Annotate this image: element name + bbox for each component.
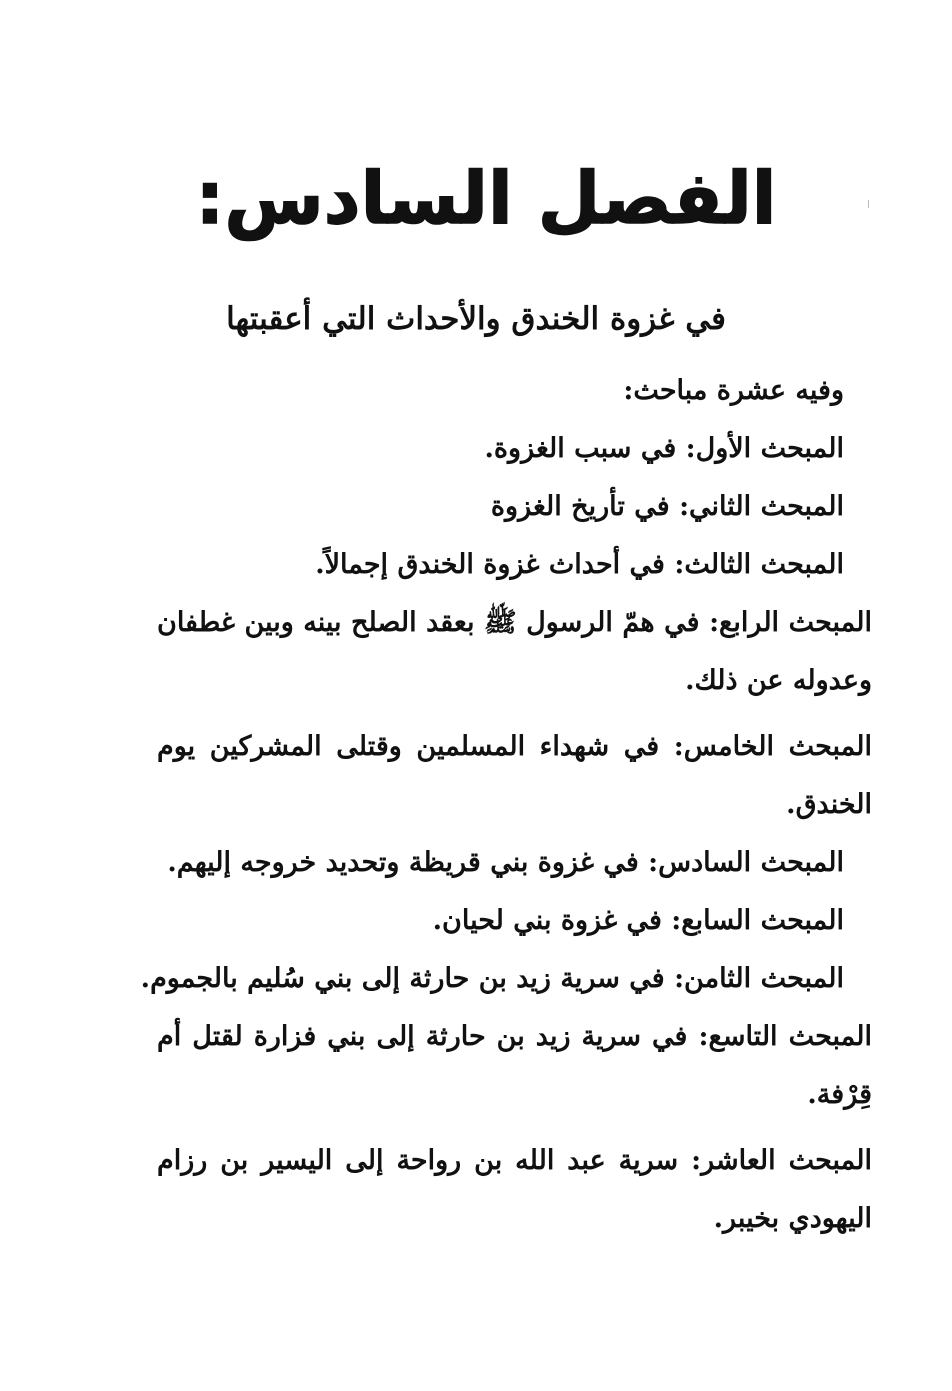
section-item-6: المبحث السادس: في غزوة بني قريظة وتحديد خروجه إليهم. xyxy=(167,847,844,878)
chapter-title: الفصل السادس: xyxy=(195,156,777,240)
section-list xyxy=(124,362,872,1248)
section-item-4: المبحث الرابع: في همّ الرسول ﷺ بعقد الصلح بينه وبين غطفان وعدوله عن ذلك. xyxy=(157,607,872,696)
section-item-10: المبحث العاشر: سرية عبد الله بن رواحة إلى اليسير بن رزام اليهودي بخيبر. xyxy=(157,1145,872,1234)
chapter-subtitle: في غزوة الخندق والأحداث التي أعقبتها xyxy=(226,301,726,337)
section-item-2: المبحث الثاني: في تأريخ الغزوة xyxy=(490,491,844,522)
section-item-5: المبحث الخامس: في شهداء المسلمين وقتلى المشركين يوم الخندق. xyxy=(157,731,872,820)
section-item-3: المبحث الثالث: في أحداث غزوة الخندق إجمالاً. xyxy=(315,549,844,580)
section-item-8: المبحث الثامن: في سرية زيد بن حارثة إلى بني سُليم بالجموم. xyxy=(140,963,844,994)
section-item-1: المبحث الأول: في سبب الغزوة. xyxy=(484,433,844,464)
section-item-7: المبحث السابع: في غزوة بني لحيان. xyxy=(432,905,844,936)
page-speck xyxy=(868,200,873,208)
section-item-9: المبحث التاسع: في سرية زيد بن حارثة إلى بني فزارة لقتل أم قِرْفة. xyxy=(157,1021,872,1110)
intro-text: وفيه عشرة مباحث: xyxy=(623,375,844,406)
